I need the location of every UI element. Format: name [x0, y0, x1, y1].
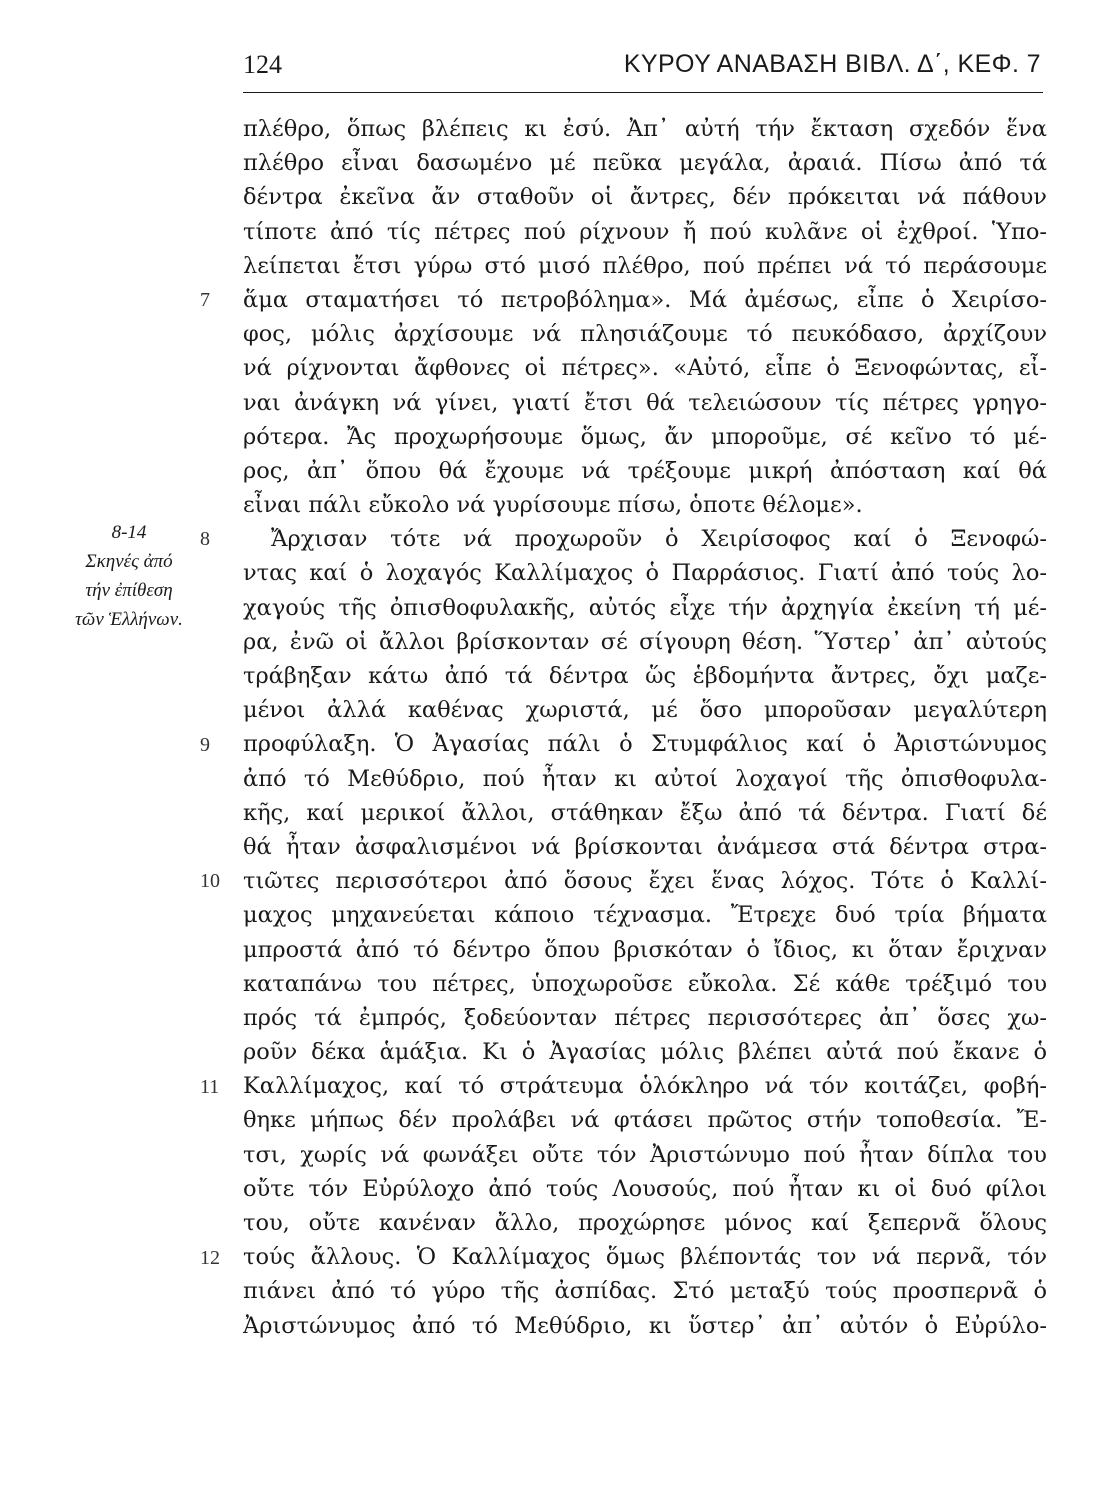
text-line: μπροστά ἀπό τό δέντρο ὅπου βρισκόταν ὁ ἴδιος, κι ὅταν ἔριχναν	[243, 936, 1047, 963]
text-line: πλέθρο, ὅπως βλέπεις κι ἐσύ. Ἀπ᾽ αὐτή τήν ἔκταση σχεδόν ἕνα	[243, 116, 1047, 142]
margin-note	[64, 518, 194, 634]
text-line: ἀπό τό Μεθύδριο, πού ἦταν κι αὐτοί λοχαγοί τῆς ὀπισθοφυλα-	[243, 765, 1047, 792]
margin-note-line: τήν ἐπίθεση	[85, 580, 173, 601]
body-text	[243, 112, 1047, 1343]
text-line: τίποτε ἀπό τίς πέτρες πού ρίχνουν ἤ πού κυλᾶνε οἱ ἐχθροί. Ὑπο-	[243, 218, 1047, 245]
text-line: τούς ἄλλους. Ὁ Καλλίμαχος ὅμως βλέποντάς τον νά περνᾶ, τόν	[243, 1244, 1047, 1271]
text-line: του, οὔτε κανέναν ἄλλο, προχώρησε μόνος καί ξεπερνᾶ ὅλους	[243, 1210, 1047, 1236]
section-number: 11	[200, 1076, 220, 1098]
section-number: 10	[200, 870, 220, 892]
section-number: 12	[200, 1247, 220, 1269]
text-line: προφύλαξη. Ὁ Ἀγασίας πάλι ὁ Στυμφάλιος καί ὁ Ἀριστώνυμος	[243, 731, 1047, 758]
text-line: ντας καί ὁ λοχαγός Καλλίμαχος ὁ Παρράσιος. Γιατί ἀπό τούς λο-	[243, 560, 1047, 587]
text-line: χαγούς τῆς ὀπισθοφυλακῆς, αὐτός εἶχε τήν ἀρχηγία ἐκείνη τή μέ-	[243, 594, 1047, 621]
text-line: μαχος μηχανεύεται κάποιο τέχνασμα. Ἔτρεχε δυό τρία βήματα	[243, 902, 1047, 929]
section-number: 7	[200, 289, 210, 311]
text-line: κῆς, καί μερικοί ἄλλοι, στάθηκαν ἔξω ἀπό τά δέντρα. Γιατί δέ	[243, 799, 1047, 826]
text-line: ἅμα σταματήσει τό πετροβόλημα». Μά ἀμέσως, εἶπε ὁ Χειρίσο-	[243, 286, 1047, 313]
text-line: τράβηξαν κάτω ἀπό τά δέντρα ὥς ἑβδομήντα ἄντρες, ὄχι μαζε-	[243, 663, 1047, 689]
text-line: πλέθρο εἶναι δασωμένο μέ πεῦκα μεγάλα, ἀραιά. Πίσω ἀπό τά	[243, 150, 1047, 177]
text-line: Ἀριστώνυμος ἀπό τό Μεθύδριο, κι ὕστερ᾽ ἀπ᾽ αὐτόν ὁ Εὐρύλο-	[243, 1312, 1047, 1339]
text-line: λείπεται ἔτσι γύρω στό μισό πλέθρο, πού πρέπει νά τό περάσουμε	[243, 252, 1047, 279]
text-line: ρότερα. Ἄς προχωρήσουμε ὅμως, ἄν μποροῦμε, σέ κεῖνο τό μέ-	[243, 423, 1047, 450]
text-line: ρος, ἀπ᾽ ὅπου θά ἔχουμε νά τρέξουμε μικρή ἀπόσταση καί θά	[243, 457, 1047, 484]
text-line: ναι ἀνάγκη νά γίνει, γιατί ἔτσι θά τελειώσουν τίς πέτρες γρηγο-	[243, 389, 1047, 416]
margin-note-line: τῶν Ἑλλήνων.	[75, 609, 183, 630]
text-line: Ἄρχισαν τότε νά προχωροῦν ὁ Χειρίσοφος καί ὁ Ξενοφώ-	[271, 526, 1047, 553]
page-number: 124	[243, 50, 282, 79]
running-head: ΚΥΡΟΥ ΑΝΑΒΑΣΗ ΒΙΒΛ. Δ΄, ΚΕΦ. 7	[623, 50, 1041, 78]
text-line: μένοι ἀλλά καθένας χωριστά, μέ ὅσο μποροῦσαν μεγαλύτερη	[243, 697, 1047, 724]
text-line: φος, μόλις ἀρχίσουμε νά πλησιάζουμε τό πευκόδασο, ἀρχίζουν	[243, 321, 1047, 348]
text-line: ροῦν δέκα ἁμάξια. Κι ὁ Ἀγασίας μόλις βλέπει αὐτά πού ἔκανε ὁ	[243, 1039, 1047, 1066]
margin-note-range: 8-14	[111, 522, 147, 543]
text-line: θά ἦταν ἀσφαλισμένοι νά βρίσκονται ἀνάμεσα στά δέντρα στρα-	[243, 833, 1047, 860]
text-line: δέντρα ἐκεῖνα ἄν σταθοῦν οἱ ἄντρες, δέν πρόκειται νά πάθουν	[243, 184, 1047, 211]
margin-note-line: Σκηνές ἀπό	[85, 551, 173, 572]
text-line: νά ρίχνονται ἄφθονες οἱ πέτρες». «Αὐτό, εἶπε ὁ Ξενοφώντας, εἶ-	[243, 355, 1047, 382]
text-line: καταπάνω του πέτρες, ὑποχωροῦσε εὔκολα. Σέ κάθε τρέξιμό του	[243, 970, 1047, 997]
text-line: ρα, ἐνῶ οἱ ἄλλοι βρίσκονταν σέ σίγουρη θέση. Ὕστερ᾽ ἀπ᾽ αὐτούς	[243, 628, 1047, 655]
text-line: Καλλίμαχος, καί τό στράτευμα ὁλόκληρο νά τόν κοιτάζει, φοβή-	[243, 1073, 1047, 1100]
text-line: πρός τά ἐμπρός, ξοδεύονταν πέτρες περισσότερες ἀπ᾽ ὅσες χω-	[243, 1004, 1047, 1031]
text-line: τσι, χωρίς νά φωνάξει οὔτε τόν Ἀριστώνυμο πού ἦταν δίπλα του	[243, 1141, 1047, 1168]
text-line: οὔτε τόν Εὐρύλοχο ἀπό τούς Λουσούς, πού ἦταν κι οἱ δυό φίλοι	[243, 1175, 1047, 1202]
section-number: 9	[200, 734, 210, 756]
text-line: τιῶτες περισσότεροι ἀπό ὅσους ἔχει ἕνας λόχος. Τότε ὁ Καλλί-	[243, 868, 1047, 895]
text-line: πιάνει ἀπό τό γύρο τῆς ἀσπίδας. Στό μεταξύ τούς προσπερνᾶ ὁ	[243, 1278, 1047, 1305]
section-number: 8	[200, 528, 210, 550]
page-header	[243, 50, 1043, 93]
text-line: θηκε μήπως δέν προλάβει νά φτάσει πρῶτος στήν τοποθεσία. Ἔ-	[243, 1107, 1047, 1134]
text-line: εἶναι πάλι εὔκολο νά γυρίσουμε πίσω, ὁποτε θέλομε».	[243, 492, 863, 519]
